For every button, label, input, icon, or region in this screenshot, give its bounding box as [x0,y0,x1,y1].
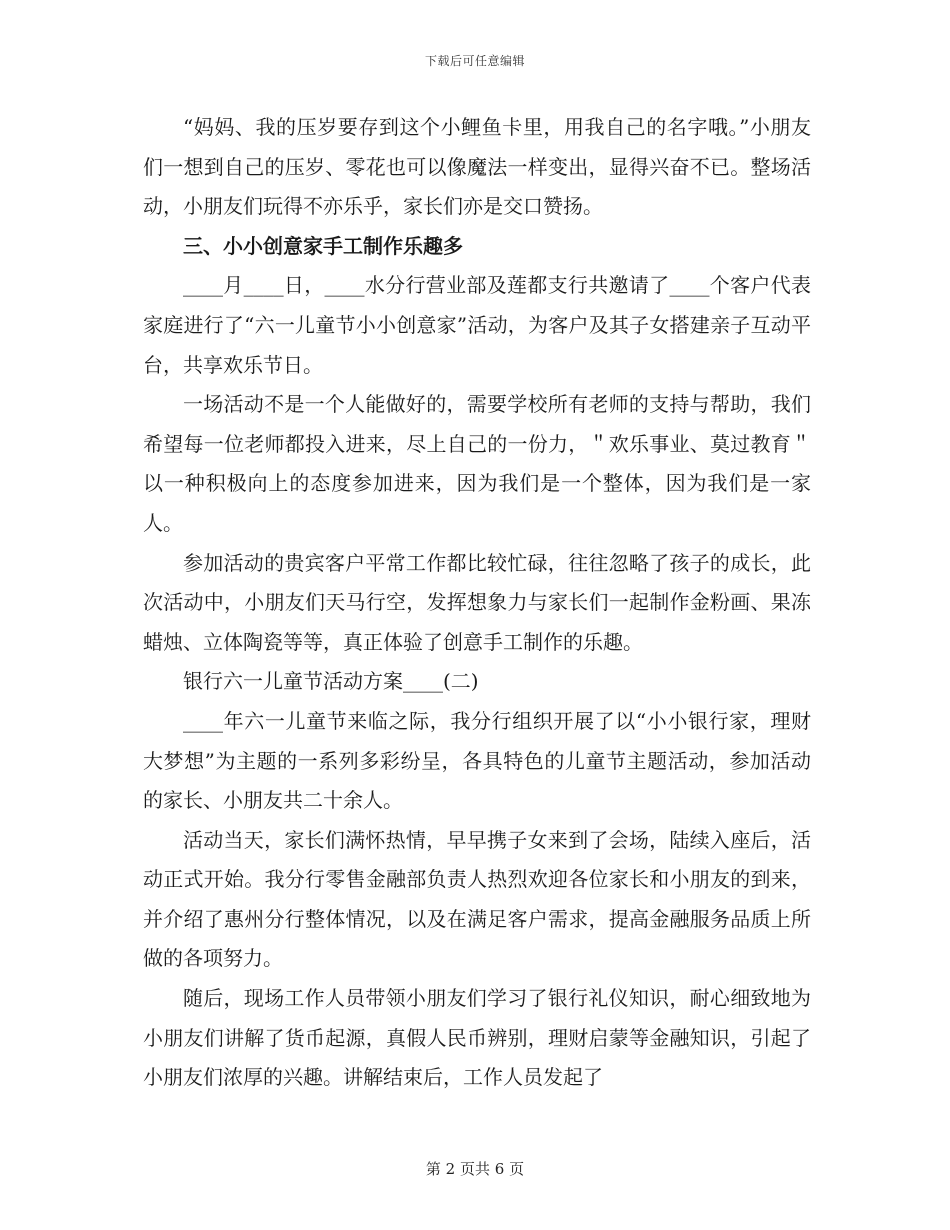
paragraph-1: “妈妈、我的压岁要存到这个小鲤鱼卡里，用我自己的名字哦。”小朋友们一想到自己的压岁、零花也可以像魔法一样变出，显得兴奋不已。整场活动，小朋友们玩得不亦乐乎，家长们亦是交口赞扬。 [143,115,811,219]
paragraph-3: 一场活动不是一个人能做好的，需要学校所有老师的支持与帮助，我们希望每一位老师都投入进来，尽上自己的一份力，＂欢乐事业、莫过教育＂以一种积极向上的态度参加进来，因为我们是一个整体，因为我们是一家人。 [143,392,811,535]
paragraph-5: ____年六一儿童节来临之际，我分行组织开展了以“小小银行家，理财大梦想”为主题的一系列多彩纷呈，各具特色的儿童节主题活动，参加活动的家长、小朋友共二十余人。 [143,708,811,813]
page-number-footer: 第 2 页共 6 页 [425,1160,525,1178]
subtitle-line: 银行六一儿童节活动方案____(二) [183,669,479,694]
paragraph-4: 参加活动的贵宾客户平常工作都比较忙碌，往往忽略了孩子的成长，此次活动中，小朋友们天马行空，发挥想象力与家长们一起制作金粉画、果冻蜡烛、立体陶瓷等等，真正体验了创意手工制作的乐趣。 [143,550,811,654]
paragraph-6: 活动当天，家长们满怀热情，早早携子女来到了会场，陆续入座后，活动正式开始。我分行零售金融部负责人热烈欢迎各位家长和小朋友的到来，并介绍了惠州分行整体情况，以及在满足客户需求，提高金融服务品质上所做的各项努力。 [143,827,811,971]
section-heading: 三、小小创意家手工制作乐趣多 [183,233,463,258]
document-body [143,108,811,1098]
paragraph-7: 随后，现场工作人员带领小朋友们学习了银行礼仪知识，耐心细致地为小朋友们讲解了货币起源，真假人民币辨别，理财启蒙等金融知识，引起了小朋友们浓厚的兴趣。讲解结束后，工作人员发起了 [143,986,811,1090]
header-note: 下载后可任意编辑 [424,54,525,68]
paragraph-2: ____月____日，____水分行营业部及莲都支行共邀请了____个客户代表家庭进行了“六一儿童节小小创意家”活动，为客户及其子女搭建亲子互动平台，共享欢乐节日。 [143,273,811,377]
